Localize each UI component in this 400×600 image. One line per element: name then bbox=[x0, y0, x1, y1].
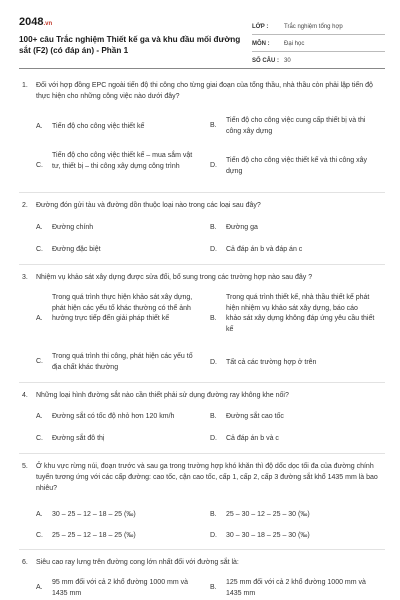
question-stem: Những loại hình đường sắt nào cần thiết phải sử dụng đường ray không khe nối? bbox=[36, 392, 289, 399]
meta-key: LỚP : bbox=[252, 24, 269, 30]
option-label: C. bbox=[36, 435, 43, 442]
option-a[interactable] bbox=[36, 412, 201, 423]
question-stem: Ở khu vực rừng núi, đoạn trước và sau ga trong trường hợp khó khăn thì độ dốc dọc tối đa của đường chính tuyến tương ứng với các cấp đường: cao tốc, cận cao tốc, cấp 1, cấp 2, cấp 3 đường sắt khổ 1435 mm là bao nhiêu? bbox=[36, 463, 378, 492]
meta-key: SỐ CÂU : bbox=[252, 58, 279, 64]
meta-value: 30 bbox=[284, 58, 291, 64]
option-label: D. bbox=[210, 435, 217, 442]
option-label: B. bbox=[210, 122, 217, 129]
option-text: Đường sắt cao tốc bbox=[226, 413, 284, 420]
question-text bbox=[22, 272, 382, 283]
question-number: 4. bbox=[22, 392, 28, 399]
option-b[interactable] bbox=[210, 578, 375, 599]
document-header bbox=[19, 10, 385, 64]
meta-row-count bbox=[252, 52, 385, 69]
option-label: C. bbox=[36, 358, 43, 365]
option-text: Trong quá trình thiết kế, nhà thầu thiết kế phát hiện nhiệm vụ khảo sát xây dựng, báo cáo khảo sát xây dựng không đáp ứng yêu cầu thiết kế bbox=[226, 294, 375, 333]
option-text: Tiến độ cho công việc cung cấp thiết bị và thi công xây dựng bbox=[226, 117, 366, 135]
question-stem: Đối với hợp đồng EPC ngoài tiến độ thi công cho từng giai đoạn của tổng thầu, nhà thầu còn phải lập tiến độ thực hiện cho những công việc nào dưới đây? bbox=[36, 82, 373, 100]
meta-row-class bbox=[252, 18, 385, 35]
option-label: B. bbox=[210, 511, 217, 518]
option-b[interactable] bbox=[210, 293, 375, 335]
option-label: C. bbox=[36, 162, 43, 169]
option-text: Đường sắt đô thị bbox=[52, 435, 105, 442]
option-text: 25 – 25 – 12 – 18 – 25 (‰) bbox=[52, 532, 136, 539]
option-text: Cả đáp án b và đáp án c bbox=[226, 246, 303, 253]
option-label: A. bbox=[36, 315, 43, 322]
option-text: Tiến độ cho công việc thiết kế và thi công xây dựng bbox=[226, 157, 367, 175]
question-divider bbox=[19, 549, 385, 550]
option-text: Đường đặc biệt bbox=[52, 246, 101, 253]
option-text: 30 – 30 – 18 – 25 – 30 (‰) bbox=[226, 532, 310, 539]
option-a[interactable] bbox=[36, 122, 201, 133]
question-divider bbox=[19, 453, 385, 454]
option-d[interactable] bbox=[210, 531, 375, 542]
option-label: B. bbox=[210, 584, 217, 591]
question-number: 6. bbox=[22, 559, 28, 566]
option-d[interactable] bbox=[210, 358, 375, 369]
question-divider bbox=[19, 192, 385, 193]
question-2 bbox=[22, 200, 382, 211]
option-label: A. bbox=[36, 224, 43, 231]
option-label: D. bbox=[210, 246, 217, 253]
option-label: D. bbox=[210, 162, 217, 169]
option-text: Trong quá trình thực hiện khảo sát xây dựng, phát hiện các yếu tố khác thường có thể ảnh hưởng trực tiếp đến giải pháp thiết kế bbox=[52, 294, 193, 322]
option-label: A. bbox=[36, 584, 43, 591]
option-a[interactable] bbox=[36, 578, 201, 599]
option-b[interactable] bbox=[210, 510, 375, 521]
question-text bbox=[22, 461, 382, 494]
option-d[interactable] bbox=[210, 245, 375, 256]
logo-suffix: .vn bbox=[43, 21, 53, 27]
logo-text: 2048 bbox=[19, 16, 44, 28]
option-label: B. bbox=[210, 315, 217, 322]
question-text bbox=[22, 80, 382, 102]
option-label: A. bbox=[36, 123, 43, 130]
question-1 bbox=[22, 80, 382, 102]
option-label: C. bbox=[36, 246, 43, 253]
question-text bbox=[22, 557, 382, 568]
option-label: B. bbox=[210, 413, 217, 420]
document-title: 100+ câu Trắc nghiệm Thiết kế ga và khu đầu mối đường sắt (F2) (có đáp án) - Phần 1 bbox=[19, 35, 241, 55]
question-stem: Đường đón gửi tàu và đường dồn thuộc loại nào trong các loại sau đây? bbox=[36, 202, 261, 209]
option-label: D. bbox=[210, 359, 217, 366]
question-text bbox=[22, 390, 382, 401]
question-stem: Siêu cao ray lưng trên đường cong lớn nhất đối với đường sắt là: bbox=[36, 559, 239, 566]
header-divider bbox=[19, 68, 385, 69]
option-b[interactable] bbox=[210, 412, 375, 423]
option-a[interactable] bbox=[36, 510, 201, 521]
question-number: 3. bbox=[22, 274, 28, 281]
option-a[interactable] bbox=[36, 223, 201, 234]
option-d[interactable] bbox=[210, 156, 375, 177]
option-c[interactable] bbox=[36, 151, 201, 172]
meta-row-subject bbox=[252, 35, 385, 52]
option-text: 125 mm đối với cả 2 khổ đường 1000 mm và 1435 mm bbox=[226, 579, 366, 597]
site-logo[interactable] bbox=[19, 16, 52, 28]
question-divider bbox=[19, 264, 385, 265]
meta-key: MÔN : bbox=[252, 41, 270, 47]
option-text: Đường ga bbox=[226, 224, 258, 231]
question-6 bbox=[22, 557, 382, 568]
option-c[interactable] bbox=[36, 245, 201, 256]
option-text: 95 mm đối với cả 2 khổ đường 1000 mm và 1435 mm bbox=[52, 579, 189, 597]
option-text: Tiến độ cho công việc thiết kế bbox=[52, 123, 145, 130]
option-c[interactable] bbox=[36, 531, 201, 542]
option-text: Đường sắt có tốc độ nhỏ hơn 120 km/h bbox=[52, 413, 175, 420]
question-stem: Nhiệm vụ khảo sát xây dựng được sửa đổi, bổ sung trong các trường hợp nào sau đây ? bbox=[36, 274, 313, 281]
option-d[interactable] bbox=[210, 434, 375, 445]
option-label: D. bbox=[210, 532, 217, 539]
option-text: 30 – 25 – 12 – 18 – 25 (‰) bbox=[52, 511, 136, 518]
option-text: Đường chính bbox=[52, 224, 94, 231]
option-text: Cả đáp án b và c bbox=[226, 435, 279, 442]
question-5 bbox=[22, 461, 382, 494]
option-text: Tiến độ cho công việc thiết kế – mua sắm vật tư, thiết bị – thi công xây dựng công trình bbox=[52, 152, 193, 170]
option-text: Trong quá trình thi công, phát hiện các yếu tố địa chất khác thường bbox=[52, 353, 193, 371]
option-c[interactable] bbox=[36, 352, 201, 373]
option-label: B. bbox=[210, 224, 217, 231]
option-b[interactable] bbox=[210, 223, 375, 234]
option-label: A. bbox=[36, 511, 43, 518]
option-a[interactable] bbox=[36, 293, 201, 325]
meta-table bbox=[252, 18, 385, 69]
option-b[interactable] bbox=[210, 116, 375, 137]
question-divider bbox=[19, 382, 385, 383]
question-number: 1. bbox=[22, 82, 28, 89]
option-text: Tất cả các trường hợp ở trên bbox=[226, 359, 317, 366]
question-3 bbox=[22, 272, 382, 283]
option-label: A. bbox=[36, 413, 43, 420]
option-c[interactable] bbox=[36, 434, 201, 445]
meta-value: Trắc nghiệm tổng hợp bbox=[284, 24, 343, 30]
option-label: C. bbox=[36, 532, 43, 539]
meta-value: Đại học bbox=[284, 41, 305, 47]
question-number: 2. bbox=[22, 202, 28, 209]
question-4 bbox=[22, 390, 382, 401]
question-text bbox=[22, 200, 382, 211]
question-number: 5. bbox=[22, 463, 28, 470]
option-text: 25 – 30 – 12 – 25 – 30 (‰) bbox=[226, 511, 310, 518]
